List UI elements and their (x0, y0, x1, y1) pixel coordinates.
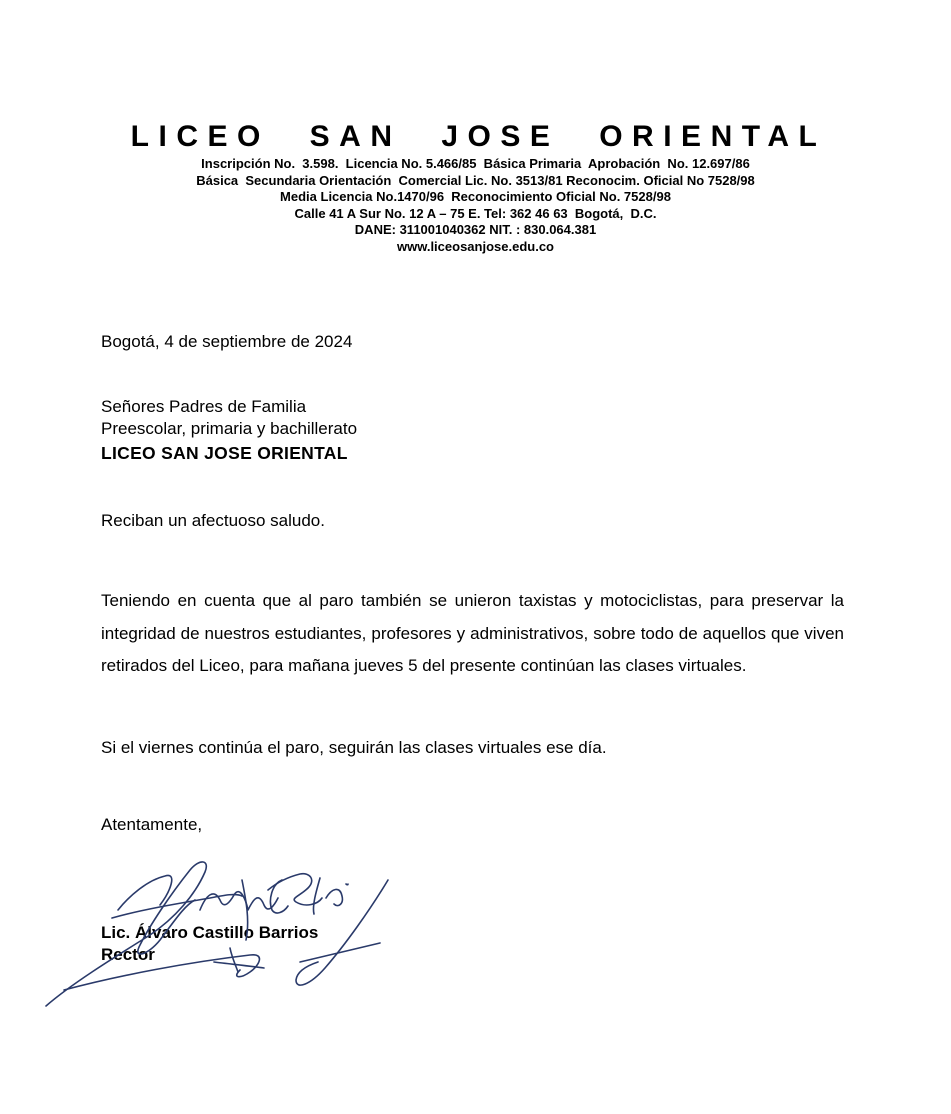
signer-title: Rector (101, 945, 155, 964)
letterhead (0, 118, 951, 255)
greeting: Reciban un afectuoso saludo. (101, 511, 325, 530)
letterhead-line-address: Calle 41 A Sur No. 12 A – 75 E. Tel: 362 46 63 Bogotá, D.C. (294, 205, 657, 221)
letter-date: Bogotá, 4 de septiembre de 2024 (101, 332, 353, 351)
body-paragraph: Si el viernes continúa el paro, seguirán las clases virtuales ese día. (101, 738, 607, 757)
addressee-school: LICEO SAN JOSE ORIENTAL (101, 443, 348, 463)
school-name: LICEO SAN JOSE ORIENTAL (130, 120, 827, 153)
letterhead-line-website: www.liceosanjose.edu.co (396, 238, 554, 254)
closing: Atentamente, (101, 815, 203, 834)
addressee-block (101, 396, 844, 464)
signer-name: Lic. Álvaro Castillo Barrios (101, 923, 319, 942)
letterhead-line-registration: Inscripción No. 3.598. Licencia No. 5.466/85 Básica Primaria Aprobación No. 12.697/86 (201, 156, 750, 171)
letterhead-line-dane: DANE: 311001040362 NIT. : 830.064.381 (354, 222, 597, 237)
signer-block (101, 922, 318, 966)
addressee-line: Señores Padres de Familia (101, 397, 307, 416)
letterhead-line-secondary: Básica Secundaria Orientación Comercial Lic. No. 3513/81 Reconocim. Oficial No 7528/98 (196, 172, 755, 188)
body-paragraph: Teniendo en cuenta que al paro también se unieron taxistas y motociclistas, para preservar la integridad de nuestros estudiantes, profesores y administrativos, sobre todo de aquellos que viven retirados del Liceo, para mañana jueves 5 del presente continúan las clases virtuales. (101, 591, 844, 675)
addressee-line: Preescolar, primaria y bachillerato (101, 419, 358, 438)
letterhead-line-media: Media Licencia No.1470/96 Reconocimiento Oficial No. 7528/98 (280, 189, 671, 204)
